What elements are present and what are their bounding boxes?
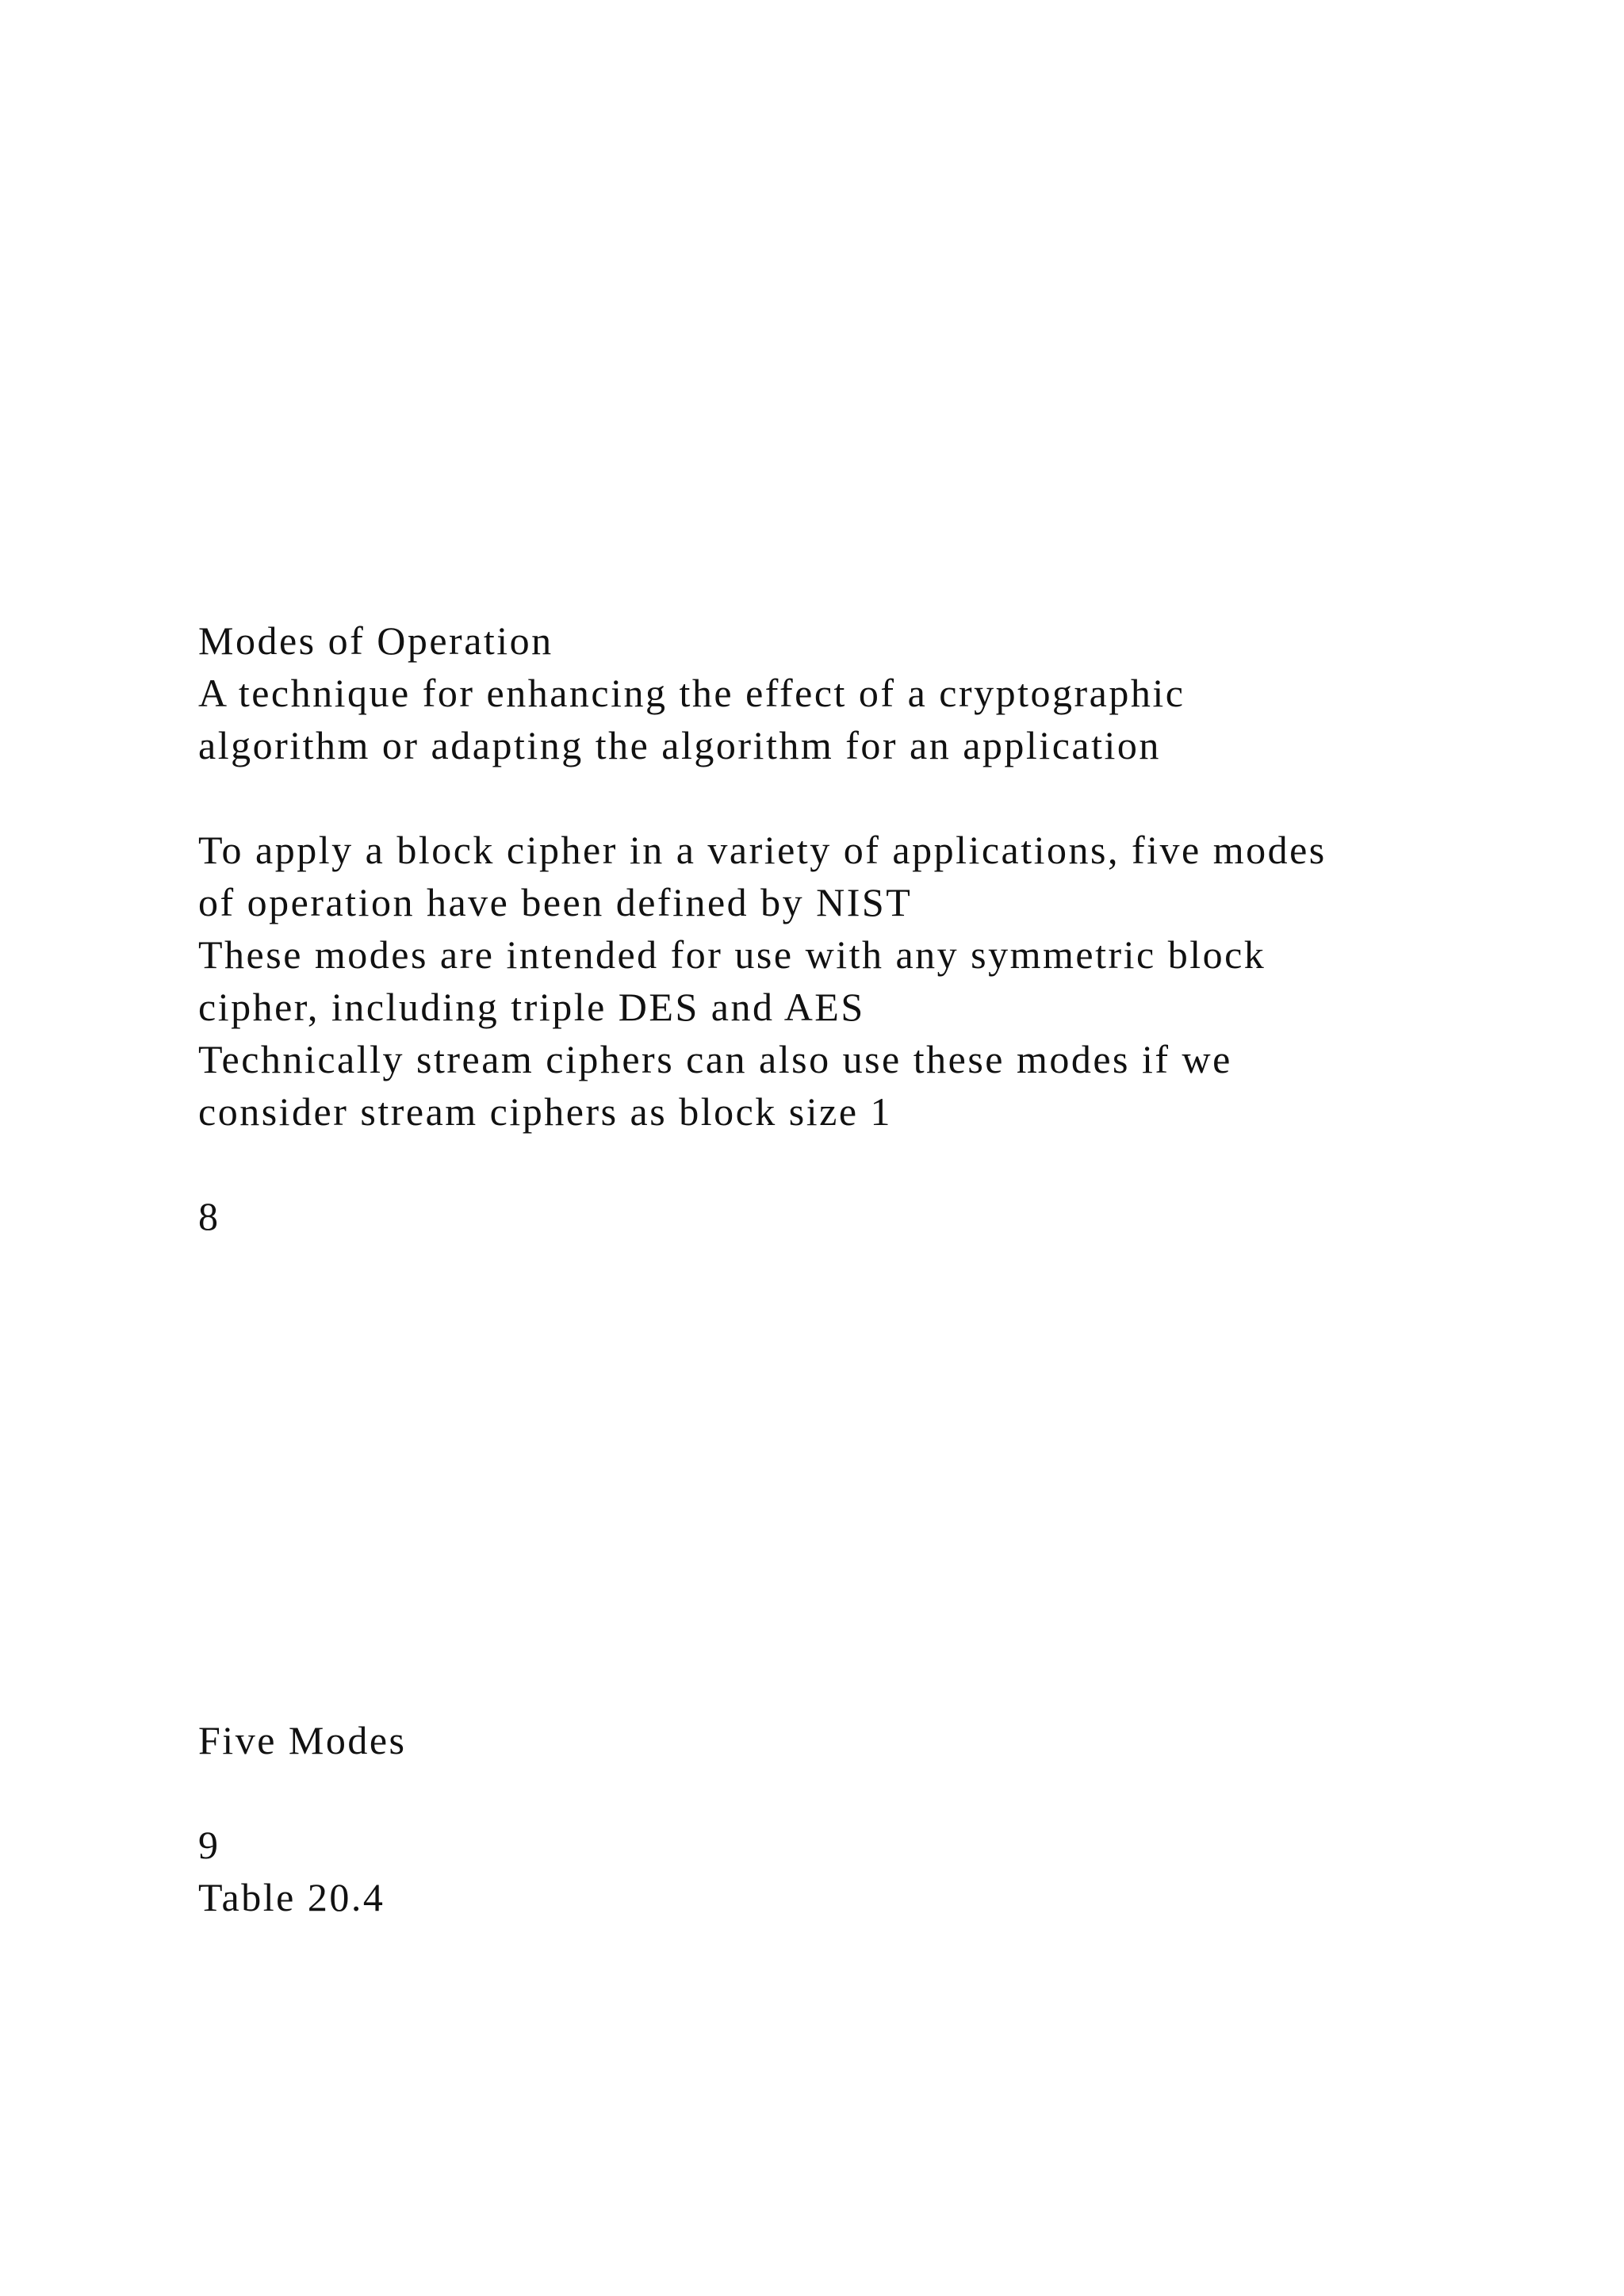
paragraph-line-5: Technically stream ciphers can also use these modes if we: [198, 1037, 1232, 1081]
slide-number-8: 8: [198, 1194, 220, 1238]
paragraph-line-3: These modes are intended for use with any symmetric block: [198, 932, 1266, 977]
section-title-five-modes: Five Modes: [198, 1718, 407, 1762]
table-reference: Table 20.4: [198, 1875, 385, 1919]
paragraph-line-6: consider stream ciphers as block size 1: [198, 1089, 893, 1134]
definition-line-1: A technique for enhancing the effect of a cryptographic: [198, 671, 1185, 715]
paragraph-line-2: of operation have been defined by NIST: [198, 880, 913, 924]
section-title-modes-of-operation: Modes of Operation: [198, 618, 553, 663]
definition-line-2: algorithm or adapting the algorithm for an application: [198, 723, 1161, 767]
paragraph-line-1: To apply a block cipher in a variety of applications, five modes: [198, 828, 1327, 872]
paragraph-line-4: cipher, including triple DES and AES: [198, 985, 865, 1029]
slide-number-9: 9: [198, 1823, 220, 1867]
